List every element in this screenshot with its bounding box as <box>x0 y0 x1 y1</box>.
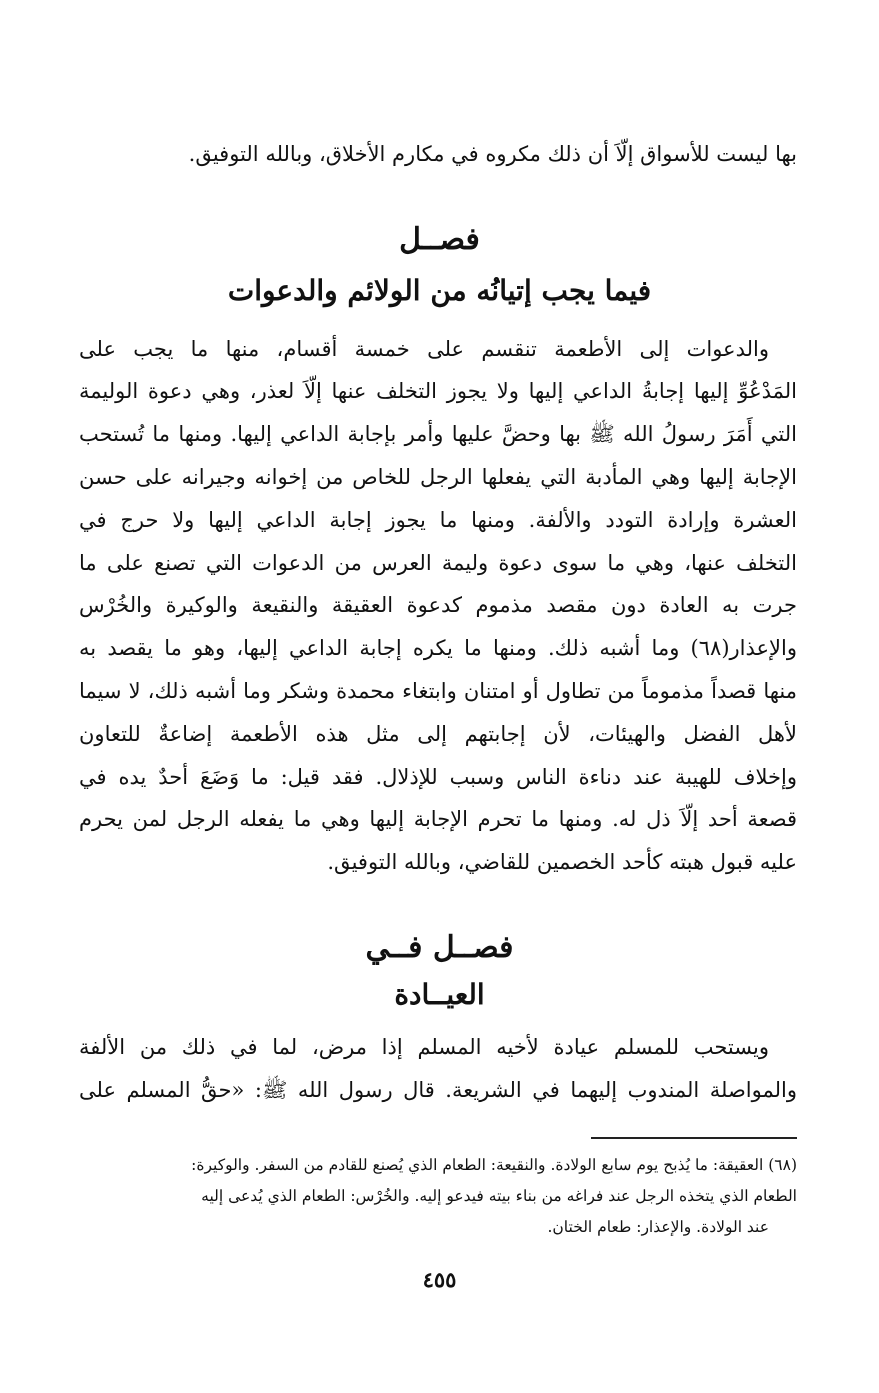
page-number: ٤٥٥ <box>422 1267 457 1292</box>
footnote-divider <box>591 1137 797 1139</box>
body-line: المَدْعُوِّ إليها إجابةُ الداعي إليها ولا يجوز التخلف عنها إلّاَ لعذر، وهي دعوة الوليمة <box>79 379 797 403</box>
body-line: منها قصداً مذموماً من تطاول أو امتنان وابتغاء محمدة وشكر وما أشبه ذلك، لا سيما <box>79 679 797 703</box>
section-2-title: فصــل فــي <box>365 930 514 965</box>
body-line: العشرة وإرادة التودد والألفة. ومنها ما يجوز إجابة الداعي إليها ولا حرج في <box>79 508 797 532</box>
body-line: والمواصلة المندوب إليهما في الشريعة. قال رسول الله ﷺ: «حقُّ المسلم على <box>79 1078 797 1102</box>
intro-text-line: بها ليست للأسواق إلّاَ أن ذلك مكروه في مكارم الأخلاق، وبالله التوفيق. <box>188 142 797 166</box>
body-line: وإخلاف للهيبة عند دناءة الناس وسبب للإذلال. فقد قيل: ما وَضَعَ أحدٌ يده في <box>79 765 797 789</box>
body-line: التخلف عنها، وهي ما سوى دعوة وليمة العرس من الدعوات التي تصنع على ما <box>79 551 797 575</box>
footnote-line: عند الولادة. والإعذار: طعام الختان. <box>547 1218 769 1236</box>
body-line: جرت به العادة دون مقصد مذموم كدعوة العقيقة والنقيعة والوكيرة والخُرْس <box>79 593 797 617</box>
body-line: لأهل الفضل والهيئات، لأن إجابتهم إلى مثل هذه الأطعمة إضاعةٌ للتعاون <box>79 722 797 746</box>
section-1-title: فصــل <box>399 222 480 257</box>
body-line: قصعة أحد إلّاَ ذل له. ومنها ما تحرم الإجابة إليها وهي ما يفعله الرجل لمن يحرم <box>79 807 797 831</box>
footnote-line: (٦٨) العقيقة: ما يُذبح يوم سابع الولادة. والنقيعة: الطعام الذي يُصنع للقادم من السفر. والوكيرة: <box>191 1156 797 1174</box>
body-line: الإجابة إليها وهي المأدبة التي يفعلها الرجل للخاص من إخوانه وجيرانه على حسن <box>79 465 797 489</box>
body-line: التي أَمَرَ رسولُ الله ﷺ بها وحضَّ عليها وأمر بإجابة الداعي إليها. ومنها ما تُستحب <box>79 422 797 446</box>
body-line: والدعوات إلى الأطعمة تنقسم على خمسة أقسام، منها ما يجب على <box>79 337 769 361</box>
body-line: والإعذار(٦٨) وما أشبه ذلك. ومنها ما يكره إجابة الداعي إليها، وهو ما يقصد به <box>79 636 797 660</box>
section-2-subtitle: العيــادة <box>394 978 485 1011</box>
body-line: ويستحب للمسلم عيادة لأخيه المسلم إذا مرض، لما في ذلك من الألفة <box>79 1035 769 1059</box>
section-1-subtitle: فيما يجب إتيانُه من الولائم والدعوات <box>227 274 652 307</box>
footnote-line: الطعام الذي يتخذه الرجل عند فراغه من بناء بيته فيدعو إليه. والخُرْس: الطعام الذي يُدعى إليه <box>201 1187 797 1205</box>
body-line: عليه قبول هبته كأحد الخصمين للقاضي، وبالله التوفيق. <box>327 850 797 874</box>
